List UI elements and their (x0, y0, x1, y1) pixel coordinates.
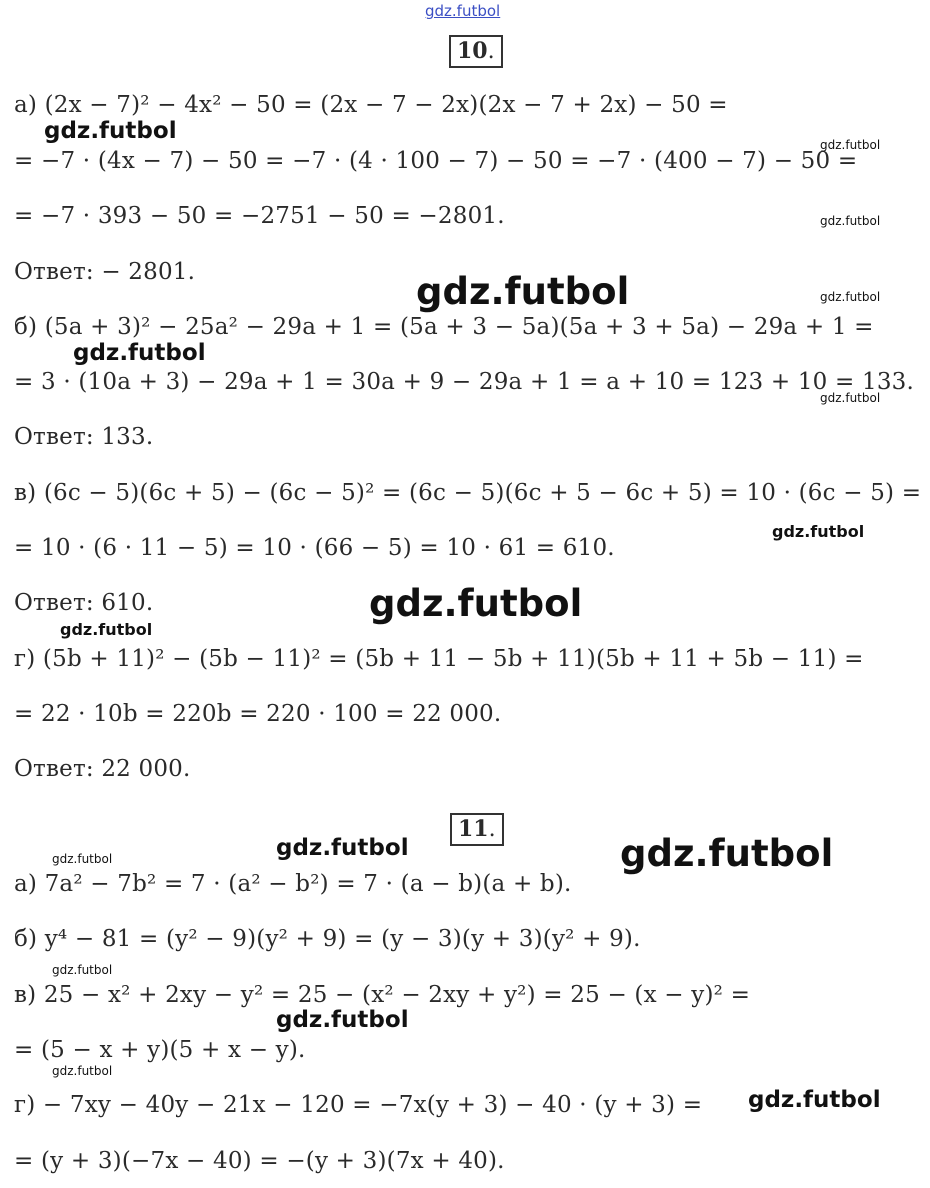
watermark: gdz.futbol (52, 963, 113, 977)
task11-line-3: в) 25 − x² + 2xy − y² = 25 − (x² − 2xy + y²) = 25 − (x − y)² = (14, 982, 751, 1008)
task10-line-1: а) (2x − 7)² − 4x² − 50 = (2x − 7 − 2x)(2x − 7 + 2x) − 50 = (14, 92, 728, 118)
task-number-10 (449, 35, 503, 68)
task10-line-5: б) (5a + 3)² − 25a² − 29a + 1 = (5a + 3 − 5a)(5a + 3 + 5a) − 29a + 1 = (14, 314, 874, 340)
watermark: gdz.futbol (52, 1064, 113, 1078)
task11-line-6: = (y + 3)(−7x − 40) = −(y + 3)(7x + 40). (14, 1148, 505, 1174)
watermark: gdz.futbol (620, 832, 834, 875)
watermark: gdz.futbol (416, 270, 630, 313)
watermark: gdz.futbol (73, 340, 206, 366)
watermark: gdz.futbol (772, 522, 865, 541)
task10-line-8: в) (6c − 5)(6c + 5) − (6c − 5)² = (6c − 5)(6c + 5 − 6c + 5) = 10 · (6c − 5) = (14, 480, 922, 506)
watermark: gdz.futbol (276, 835, 409, 861)
task11-line-2: б) y⁴ − 81 = (y² − 9)(y² + 9) = (y − 3)(y + 3)(y² + 9). (14, 926, 641, 952)
task10-line-6: = 3 · (10a + 3) − 29a + 1 = 30a + 9 − 29a + 1 = a + 10 = 123 + 10 = 133. (14, 369, 915, 395)
task-number-11-value: 11 (458, 816, 489, 842)
watermark: gdz.futbol (44, 118, 177, 144)
task10-answer-b: Ответ: 133. (14, 424, 154, 450)
watermark: gdz.futbol (820, 391, 881, 405)
task11-line-5: г) − 7xy − 40y − 21x − 120 = −7x(y + 3) − 40 · (y + 3) = (14, 1092, 703, 1118)
task10-answer-d: Ответ: 22 000. (14, 756, 191, 782)
watermark: gdz.futbol (369, 582, 583, 625)
task-number-10-dot: . (487, 39, 495, 64)
watermark: gdz.futbol (52, 852, 113, 866)
watermark: gdz.futbol (276, 1007, 409, 1033)
task10-line-9: = 10 · (6 · 11 − 5) = 10 · (66 − 5) = 10 · 61 = 610. (14, 535, 615, 561)
watermark: gdz.futbol (820, 214, 881, 228)
task10-answer-c: Ответ: 610. (14, 590, 154, 616)
task11-line-1: а) 7a² − 7b² = 7 · (a² − b²) = 7 · (a − b)(a + b). (14, 871, 572, 897)
task11-line-4: = (5 − x + y)(5 + x − y). (14, 1037, 306, 1063)
task10-line-2: = −7 · (4x − 7) − 50 = −7 · (4 · 100 − 7) − 50 = −7 · (400 − 7) − 50 = (14, 148, 858, 174)
watermark: gdz.futbol (820, 290, 881, 304)
task10-line-3: = −7 · 393 − 50 = −2751 − 50 = −2801. (14, 203, 505, 229)
watermark-top: gdz.futbol (425, 2, 501, 20)
task-number-11 (450, 813, 504, 846)
watermark: gdz.futbol (60, 620, 153, 639)
task-number-11-dot: . (488, 817, 496, 842)
task10-line-12: = 22 · 10b = 220b = 220 · 100 = 22 000. (14, 701, 502, 727)
task10-answer-a: Ответ: − 2801. (14, 259, 196, 285)
watermark: gdz.futbol (748, 1087, 881, 1113)
task10-line-11: г) (5b + 11)² − (5b − 11)² = (5b + 11 − 5b + 11)(5b + 11 + 5b − 11) = (14, 646, 864, 672)
task-number-10-value: 10 (457, 38, 488, 64)
watermark: gdz.futbol (820, 138, 881, 152)
